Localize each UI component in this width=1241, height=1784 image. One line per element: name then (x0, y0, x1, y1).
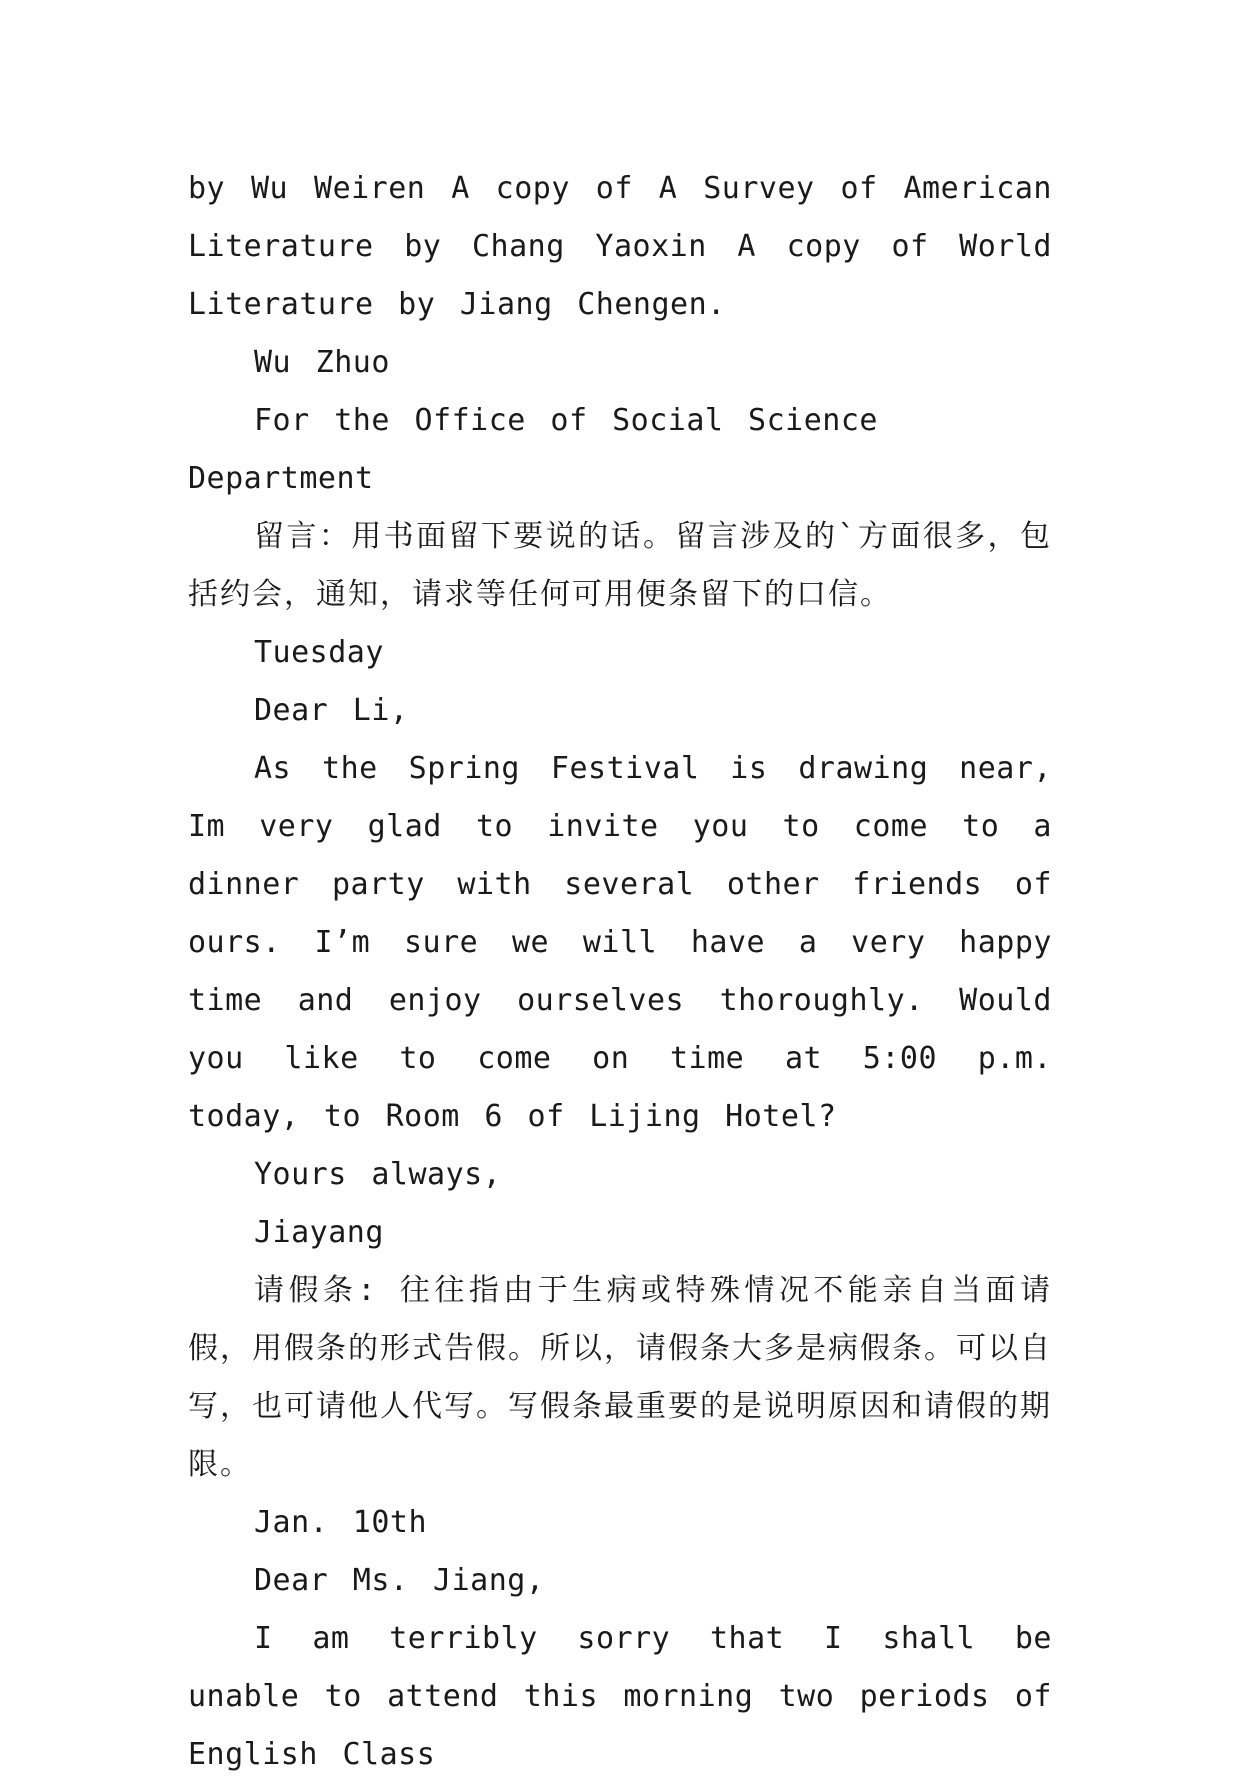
paragraph-day: Tuesday (254, 635, 384, 670)
paragraph-salutation: Dear Li, (254, 693, 409, 728)
paragraph-signature-name: Wu Zhuo (254, 345, 390, 380)
paragraph-message-definition: 留言：用书面留下要说的话。留言涉及的`方面很多，包括约会，通知，请求等任何可用便条留下的口信。 (188, 519, 1052, 612)
paragraph-signature-office: For the Office of Social Science Department (188, 403, 878, 496)
paragraph-sender-name: Jiayang (254, 1215, 384, 1250)
paragraph-leave-body: I am terribly sorry that I shall be unable to attend this morning two periods of English Class (188, 1621, 1052, 1772)
paragraph-book-list: by Wu Weiren A copy of A Survey of American Literature by Chang Yaoxin A copy of World Literature by Jiang Chengen. (188, 171, 1052, 322)
paragraph-date: Jan. 10th (254, 1505, 428, 1540)
document-page (188, 160, 1052, 1784)
paragraph-salutation-2: Dear Ms. Jiang, (254, 1563, 545, 1598)
paragraph-leave-note-definition: 请假条: 往往指由于生病或特殊情况不能亲自当面请假，用假条的形式告假。所以，请假条大多是病假条。可以自写，也可请他人代写。写假条最重要的是说明原因和请假的期限。 (188, 1273, 1052, 1482)
paragraph-invitation-body: As the Spring Festival is drawing near, Im very glad to invite you to come to a dinner party with several other friends of ours. I’m sure we will have a very happy time and enjoy ourselves thoroughly. Would you like to come on time at 5:00 p.m. today, to Room 6 of Lijing Hotel? (188, 751, 1052, 1134)
paragraph-closing: Yours always, (254, 1157, 502, 1192)
